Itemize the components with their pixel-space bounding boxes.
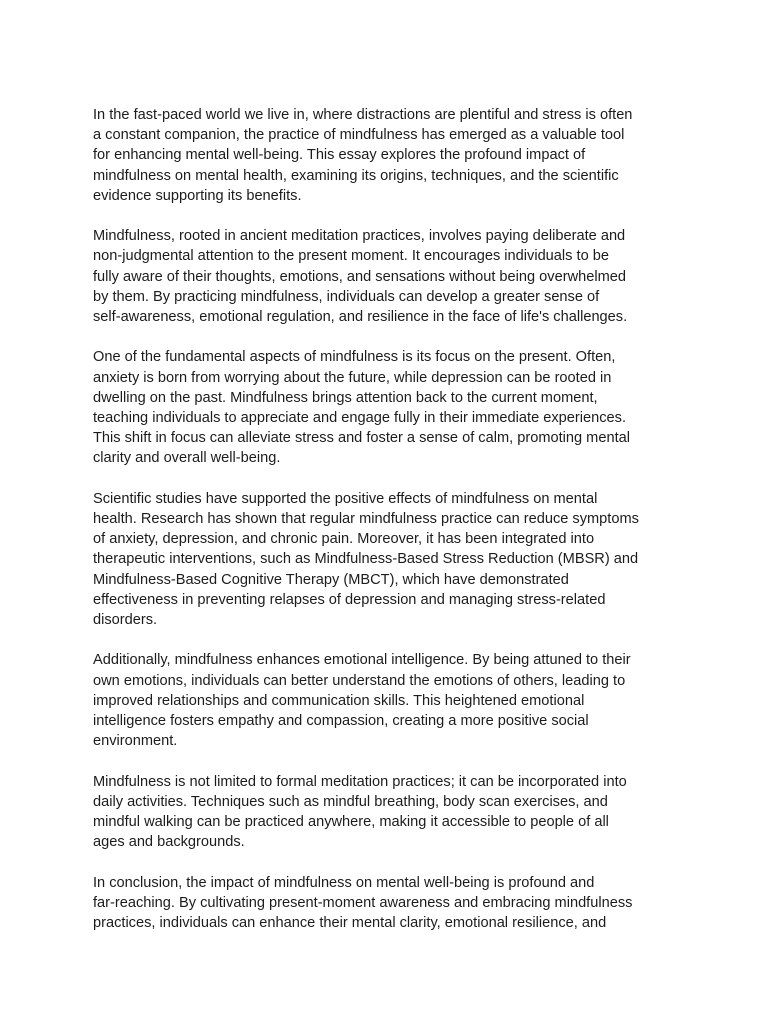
paragraph-conclusion <box>93 873 677 934</box>
paragraph-definition <box>93 226 677 327</box>
text-line: by them. By practicing mindfulness, individuals can develop a greater sense of <box>93 288 600 305</box>
text-line: teaching individuals to appreciate and engage fully in their immediate experiences. <box>93 410 626 427</box>
text-line: Mindfulness, rooted in ancient meditation practices, involves paying deliberate and <box>93 228 626 245</box>
text-line: dwelling on the past. Mindfulness brings attention back to the current moment, <box>93 389 598 406</box>
text-line: daily activities. Techniques such as mindful breathing, body scan exercises, and <box>93 793 608 810</box>
text-line: non-judgmental attention to the present moment. It encourages individuals to be <box>93 248 609 265</box>
text-line: Additionally, mindfulness enhances emotional intelligence. By being attuned to their <box>93 652 631 669</box>
text-line: far-reaching. By cultivating present-moment awareness and embracing mindfulness <box>93 894 633 911</box>
paragraph-daily-activities <box>93 772 677 853</box>
paragraph-emotional-intelligence <box>93 650 677 751</box>
text-line: of anxiety, depression, and chronic pain. Moreover, it has been integrated into <box>93 531 595 548</box>
text-line: self-awareness, emotional regulation, and resilience in the face of life's challenges. <box>93 309 628 326</box>
document-body <box>93 105 677 933</box>
paragraph-intro <box>93 105 677 206</box>
text-line: therapeutic interventions, such as Mindfulness-Based Stress Reduction (MBSR) and <box>93 551 639 568</box>
text-line: This shift in focus can alleviate stress and foster a sense of calm, promoting mental <box>93 430 630 447</box>
text-line: clarity and overall well-being. <box>93 450 281 467</box>
text-line: for enhancing mental well-being. This essay explores the profound impact of <box>93 147 586 164</box>
text-line: practices, individuals can enhance their mental clarity, emotional resilience, and <box>93 915 607 932</box>
paragraph-present-focus <box>93 347 677 468</box>
text-line: a constant companion, the practice of mindfulness has emerged as a valuable tool <box>93 127 625 144</box>
text-line: Mindfulness-Based Cognitive Therapy (MBCT), which have demonstrated <box>93 571 569 588</box>
text-line: In conclusion, the impact of mindfulness on mental well-being is profound and <box>93 874 595 891</box>
text-line: health. Research has shown that regular mindfulness practice can reduce symptoms <box>93 511 639 528</box>
text-line: intelligence fosters empathy and compassion, creating a more positive social <box>93 713 589 730</box>
text-line: own emotions, individuals can better understand the emotions of others, leading to <box>93 672 626 689</box>
text-line: fully aware of their thoughts, emotions, and sensations without being overwhelmed <box>93 268 626 285</box>
text-line: disorders. <box>93 612 158 629</box>
paragraph-scientific-studies <box>93 489 677 630</box>
text-line: mindfulness on mental health, examining its origins, techniques, and the scientific <box>93 167 619 184</box>
text-line: ages and backgrounds. <box>93 834 245 851</box>
text-line: environment. <box>93 733 178 750</box>
text-line: effectiveness in preventing relapses of depression and managing stress-related <box>93 591 606 608</box>
text-line: Scientific studies have supported the positive effects of mindfulness on mental <box>93 490 598 507</box>
text-line: mindful walking can be practiced anywhere, making it accessible to people of all <box>93 814 609 831</box>
text-line: In the fast-paced world we live in, where distractions are plentiful and stress is often <box>93 107 633 123</box>
text-line: Mindfulness is not limited to formal meditation practices; it can be incorporated into <box>93 773 627 790</box>
text-line: anxiety is born from worrying about the future, while depression can be rooted in <box>93 369 612 386</box>
text-line: improved relationships and communication skills. This heightened emotional <box>93 692 585 709</box>
text-line: evidence supporting its benefits. <box>93 187 302 204</box>
text-line: One of the fundamental aspects of mindfulness is its focus on the present. Often, <box>93 349 616 366</box>
